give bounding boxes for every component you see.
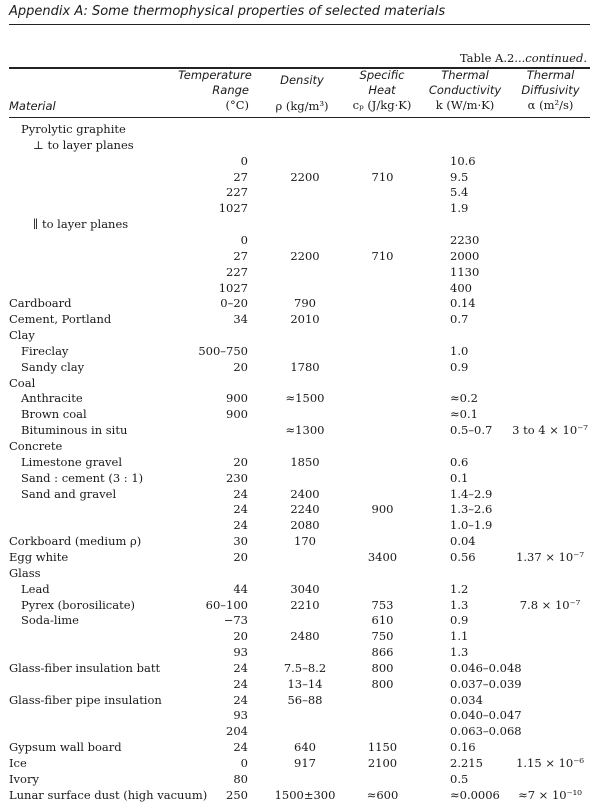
table-label-prefix: Table — [459, 51, 496, 65]
density-cell: ≈1500 — [285, 391, 325, 406]
table-row — [0, 343, 599, 359]
conductivity-cell: 9.5 — [450, 169, 469, 184]
table-row — [0, 533, 599, 549]
material-cell: Cement, Portland — [9, 312, 112, 327]
conductivity-cell: 2.215 — [450, 756, 483, 770]
temperature-cell: 0 — [240, 232, 248, 247]
material-cell: Gypsum wall board — [9, 740, 122, 755]
density-cell: 7.5–8.2 — [283, 660, 327, 675]
header-rule — [9, 24, 590, 25]
density-cell: 2080 — [290, 518, 320, 533]
temperature-cell: 204 — [226, 724, 248, 739]
density-cell: 2480 — [290, 629, 320, 644]
col-header-material: Material — [9, 99, 56, 113]
specific-heat-cell: 900 — [371, 502, 394, 517]
conductivity-cell: 400 — [450, 280, 472, 295]
table-row — [0, 295, 599, 311]
specific-heat-cell: 610 — [371, 613, 394, 628]
temperature-cell: 60–100 — [205, 597, 248, 612]
table-row — [0, 470, 599, 486]
table-row — [0, 787, 599, 803]
specific-heat-cell: 2100 — [367, 756, 398, 770]
temperature-cell: 80 — [233, 771, 248, 786]
temperature-cell: 24 — [233, 676, 248, 691]
temperature-cell: 0 — [240, 153, 248, 168]
density-cell: 2010 — [290, 312, 320, 327]
temperature-cell: 900 — [226, 407, 248, 422]
table-row — [0, 184, 599, 200]
table-row — [0, 581, 599, 597]
specific-heat-cell: 1150 — [367, 740, 398, 755]
density-cell: 2210 — [290, 597, 320, 612]
col-header-specific-heat — [342, 68, 422, 113]
col-header-a-unit: α (m²/s) — [527, 98, 574, 112]
table-row — [0, 169, 599, 185]
table-row — [0, 248, 599, 264]
material-cell: Ivory — [9, 771, 39, 786]
temperature-cell: 24 — [233, 740, 248, 755]
material-cell: Lunar surface dust (high vacuum) — [9, 787, 208, 802]
specific-heat-cell: 750 — [371, 629, 394, 644]
density-cell: 56–88 — [287, 692, 323, 707]
col-header-k-unit: k (W/m·K) — [435, 98, 495, 112]
conductivity-cell: 0.14 — [450, 296, 476, 311]
table-row — [0, 660, 599, 676]
conductivity-cell: 5.4 — [450, 185, 469, 200]
col-header-density — [262, 73, 342, 114]
table-row — [0, 517, 599, 533]
temperature-cell: 24 — [233, 502, 248, 517]
temperature-cell: 93 — [233, 708, 248, 723]
conductivity-cell: 1.0 — [450, 343, 469, 358]
conductivity-cell: 0.9 — [450, 359, 469, 374]
temperature-cell: 227 — [226, 185, 248, 200]
temperature-cell: 500–750 — [198, 343, 248, 358]
table-row — [0, 359, 599, 375]
density-cell: 790 — [294, 296, 316, 311]
col-header-density-line1: Density — [280, 73, 324, 87]
conductivity-cell: 0.5–0.7 — [450, 423, 493, 438]
conductivity-cell: 0.6 — [450, 454, 469, 469]
specific-heat-cell: 800 — [371, 676, 394, 691]
material-cell: Sand and gravel — [21, 486, 117, 501]
diffusivity-cell: 7.8 × 10⁻⁷ — [519, 597, 581, 612]
table-row — [0, 406, 599, 422]
density-cell: 1850 — [290, 454, 320, 469]
density-cell: 917 — [294, 756, 316, 770]
conductivity-cell: 0.037–0.039 — [450, 676, 522, 691]
table-label — [460, 51, 587, 65]
temperature-cell: 24 — [233, 660, 248, 675]
density-cell: 3040 — [290, 581, 320, 596]
material-cell: ⊥ to layer planes — [33, 137, 134, 152]
material-cell: Anthracite — [21, 391, 83, 406]
table-row — [0, 771, 599, 787]
conductivity-cell: 1.3–2.6 — [450, 502, 493, 517]
temperature-cell: 30 — [233, 534, 248, 549]
conductivity-cell: 0.1 — [450, 470, 469, 485]
col-header-temp-line1: Temperature — [178, 68, 252, 82]
table-row — [0, 232, 599, 248]
col-header-a-line2: Diffusivity — [521, 83, 580, 97]
temperature-cell: 27 — [233, 248, 248, 263]
table-row — [0, 644, 599, 660]
temperature-cell: 44 — [233, 581, 248, 596]
material-cell: Egg white — [9, 549, 69, 564]
material-cell: Glass-fiber insulation batt — [9, 660, 161, 675]
specific-heat-cell: 3400 — [367, 549, 398, 564]
material-cell: Glass — [9, 565, 41, 580]
table-row — [0, 486, 599, 502]
table-row — [0, 597, 599, 613]
material-cell: Fireclay — [21, 343, 69, 358]
table-row — [0, 707, 599, 723]
material-cell: Corkboard (medium ρ) — [9, 534, 142, 549]
conductivity-cell: 2230 — [450, 232, 480, 247]
col-header-temperature — [170, 68, 260, 113]
material-cell: ∥ to layer planes — [33, 217, 129, 232]
table-label-suffix: ...continued. — [514, 51, 587, 65]
material-cell: Lead — [21, 581, 50, 596]
table-row — [0, 438, 599, 454]
conductivity-cell: 0.16 — [450, 740, 476, 755]
table-ref-link[interactable]: A.2 — [495, 51, 515, 65]
diffusivity-cell: 1.37 × 10⁻⁷ — [516, 549, 584, 564]
density-cell: 2400 — [290, 486, 320, 501]
conductivity-cell: 0.063–0.068 — [450, 724, 522, 739]
material-cell: Glass-fiber pipe insulation — [9, 692, 162, 707]
density-cell: ≈1300 — [285, 423, 325, 438]
col-header-conductivity — [420, 68, 510, 113]
col-header-cp-unit: cₚ (J/kg·K) — [352, 98, 412, 112]
table-row — [0, 676, 599, 692]
col-header-k-line1: Thermal — [441, 68, 489, 82]
table-row — [0, 121, 599, 137]
density-cell: 13–14 — [287, 676, 323, 691]
conductivity-cell: 1.1 — [450, 629, 469, 644]
conductivity-cell: 0.7 — [450, 312, 469, 327]
temperature-cell: 93 — [233, 645, 248, 660]
conductivity-cell: 1.0–1.9 — [450, 518, 493, 533]
material-cell: Ice — [9, 756, 27, 770]
conductivity-cell: ≈0.0006 — [450, 787, 500, 802]
material-cell: Brown coal — [21, 407, 87, 422]
conductivity-cell: 2000 — [450, 248, 480, 263]
specific-heat-cell: 753 — [371, 597, 394, 612]
temperature-cell: 24 — [233, 518, 248, 533]
material-cell: Concrete — [9, 439, 63, 453]
material-cell: Limestone gravel — [21, 454, 123, 469]
density-cell: 2200 — [290, 169, 320, 184]
col-header-temp-line2: Range — [212, 83, 249, 97]
header-bottom-rule — [9, 117, 590, 118]
col-header-temp-unit: (°C) — [225, 98, 249, 112]
temperature-cell: 227 — [226, 264, 248, 279]
density-cell: 170 — [294, 534, 316, 549]
conductivity-cell: 1.4–2.9 — [450, 486, 493, 501]
conductivity-cell: 0.04 — [450, 534, 476, 549]
table-row — [0, 153, 599, 169]
temperature-cell: 20 — [233, 454, 248, 469]
table-row — [0, 723, 599, 739]
table-row — [0, 311, 599, 327]
table-row — [0, 549, 599, 565]
material-cell: Clay — [9, 328, 35, 343]
conductivity-cell: 0.5 — [450, 771, 469, 786]
conductivity-cell: 1.9 — [450, 201, 469, 216]
conductivity-cell: 0.040–0.047 — [450, 708, 522, 723]
material-cell: Sandy clay — [21, 359, 85, 374]
diffusivity-cell: 3 to 4 × 10⁻⁷ — [512, 423, 588, 438]
table-row — [0, 422, 599, 438]
conductivity-cell: 1.2 — [450, 581, 469, 596]
density-cell: 640 — [294, 740, 316, 755]
col-header-a-line1: Thermal — [526, 68, 575, 82]
temperature-cell: 900 — [226, 391, 248, 406]
material-cell: Pyrolytic graphite — [21, 122, 126, 136]
temperature-cell: 24 — [233, 692, 248, 707]
material-cell: Bituminous in situ — [21, 423, 128, 438]
material-cell: Cardboard — [9, 296, 72, 311]
temperature-cell: 0–20 — [220, 296, 248, 311]
table-row — [0, 628, 599, 644]
col-header-cp-line2: Heat — [368, 83, 396, 97]
table-row — [0, 216, 599, 232]
temperature-cell: 24 — [233, 486, 248, 501]
specific-heat-cell: 710 — [371, 169, 394, 184]
table-row — [0, 280, 599, 296]
table-row — [0, 264, 599, 280]
material-cell: Coal — [9, 375, 36, 390]
temperature-cell: 1027 — [218, 280, 248, 295]
table-row — [0, 739, 599, 755]
table-row — [0, 755, 599, 771]
conductivity-cell: 1.3 — [450, 645, 469, 660]
conductivity-cell: 1.3 — [450, 597, 469, 612]
temperature-cell: 34 — [233, 312, 248, 327]
col-header-cp-line1: Specific — [359, 68, 405, 82]
table-row — [0, 612, 599, 628]
temperature-cell: 0 — [240, 756, 248, 770]
table-row — [0, 565, 599, 581]
temperature-cell: 20 — [233, 359, 248, 374]
table-row — [0, 454, 599, 470]
material-cell: Soda-lime — [21, 613, 79, 628]
table-row — [0, 375, 599, 391]
specific-heat-cell: 710 — [371, 248, 394, 263]
diffusivity-cell: ≈7 × 10⁻¹⁰ — [518, 787, 582, 802]
conductivity-cell: ≈0.1 — [450, 407, 478, 422]
conductivity-cell: ≈0.2 — [450, 391, 478, 406]
conductivity-cell: 1130 — [450, 264, 480, 279]
table-row — [0, 501, 599, 517]
temperature-cell: 1027 — [218, 201, 248, 216]
conductivity-cell: 10.6 — [450, 153, 476, 168]
density-cell: 2240 — [290, 502, 320, 517]
table-row — [0, 390, 599, 406]
table-row — [0, 327, 599, 343]
specific-heat-cell: 866 — [371, 645, 394, 660]
conductivity-cell: 0.046–0.048 — [450, 660, 522, 675]
material-cell: Pyrex (borosilicate) — [21, 597, 136, 612]
density-cell: 2200 — [290, 248, 320, 263]
temperature-cell: −73 — [223, 613, 248, 628]
temperature-cell: 20 — [233, 549, 248, 564]
col-header-density-unit: ρ (kg/m³) — [275, 99, 329, 113]
density-cell: 1500±300 — [274, 787, 336, 802]
col-header-diffusivity — [508, 68, 593, 113]
specific-heat-cell: ≈600 — [366, 787, 399, 802]
col-header-k-line2: Conductivity — [428, 83, 502, 97]
conductivity-cell: 0.9 — [450, 613, 469, 628]
table-row — [0, 137, 599, 153]
conductivity-cell: 0.034 — [450, 692, 483, 707]
temperature-cell: 20 — [233, 629, 248, 644]
material-cell: Sand : cement (3 : 1) — [21, 470, 144, 485]
table-row — [0, 692, 599, 708]
temperature-cell: 27 — [233, 169, 248, 184]
page-header: Appendix A: Some thermophysical properties of selected materials — [9, 4, 446, 19]
temperature-cell: 250 — [226, 787, 248, 802]
table-row — [0, 200, 599, 216]
density-cell: 1780 — [290, 359, 320, 374]
diffusivity-cell: 1.15 × 10⁻⁶ — [516, 756, 584, 770]
specific-heat-cell: 800 — [371, 660, 394, 675]
temperature-cell: 230 — [226, 470, 248, 485]
conductivity-cell: 0.56 — [450, 549, 476, 564]
